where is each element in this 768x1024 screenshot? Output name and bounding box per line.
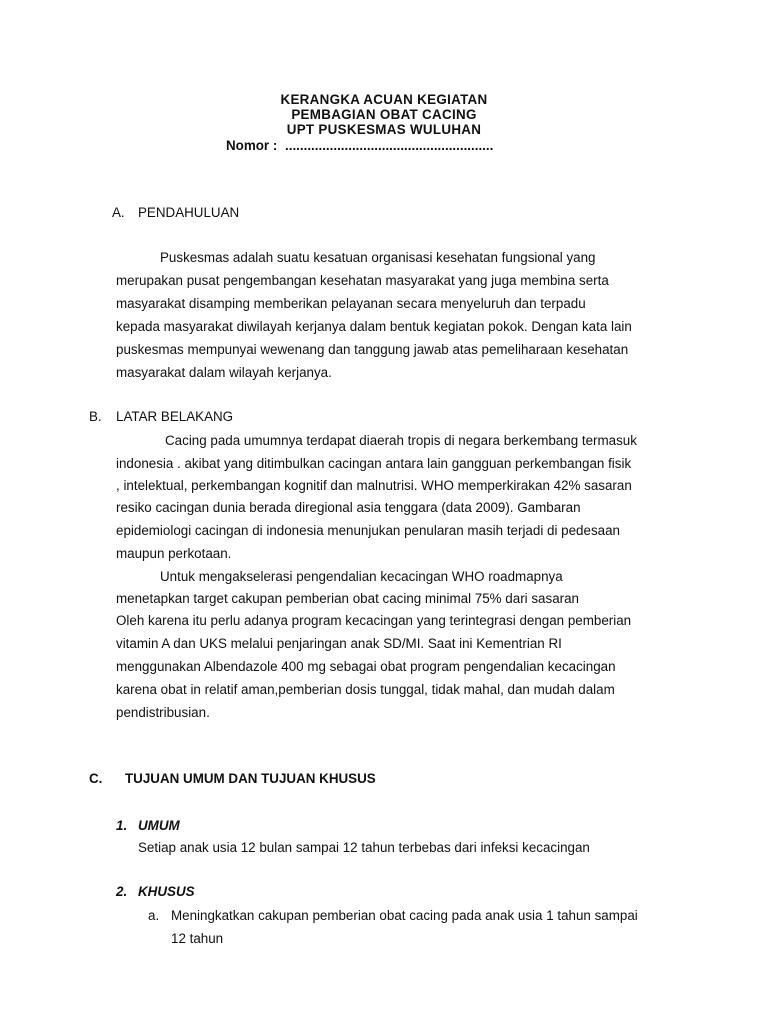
section-b-line-7: Untuk mengakselerasi pengendalian kecacingan WHO roadmapnya <box>160 569 563 584</box>
section-a-line-4: kepada masyarakat diwilayah kerjanya dalam bentuk kegiatan pokok. Dengan kata lain <box>116 319 632 334</box>
khusus-item-a-line-1: Meningkatkan cakupan pemberian obat cacing pada anak usia 1 tahun sampai <box>171 908 638 923</box>
section-a-marker: A. <box>112 205 125 220</box>
khusus-item-a-line-2: 12 tahun <box>171 931 224 946</box>
doc-title-line-3: UPT PUSKESMAS WULUHAN <box>286 122 482 137</box>
section-b-line-10: vitamin A dan UKS melalui penjaringan anak SD/MI. Saat ini Kementrian RI <box>116 636 562 651</box>
section-a-line-5: puskesmas mempunyai wewenang dan tanggung jawab atas pemeliharaan kesehatan <box>116 342 629 357</box>
section-a-heading: PENDAHULUAN <box>138 205 240 220</box>
section-b-line-3: , intelektual, perkembangan kognitif dan malnutrisi. WHO memperkirakan 42% sasaran <box>116 478 632 493</box>
section-b-line-6: maupun perkotaan. <box>116 546 232 561</box>
section-a-line-6: masyarakat dalam wilayah kerjanya. <box>116 365 332 380</box>
section-b-line-9: Oleh karena itu perlu adanya program kecacingan yang terintegrasi dengan pemberian <box>116 613 632 628</box>
section-b-marker: B. <box>89 409 102 424</box>
umum-marker: 1. <box>116 818 128 833</box>
section-c-heading: TUJUAN UMUM DAN TUJUAN KHUSUS <box>125 771 376 786</box>
khusus-marker: 2. <box>116 884 128 899</box>
doc-title-line-2: PEMBAGIAN OBAT CACING <box>291 107 477 122</box>
section-b-line-4: resiko cacingan dunia berada diregional asia tenggara (data 2009). Gambaran <box>116 500 581 515</box>
section-b-line-8: menetapkan target cakupan pemberian obat cacing minimal 75% dari sasaran <box>116 591 579 606</box>
section-a-line-2: merupakan pusat pengembangan kesehatan masyarakat yang juga membina serta <box>116 273 609 288</box>
section-c-marker: C. <box>89 771 103 786</box>
section-b-line-5: epidemiologi cacingan di indonesia menunjukan penularan masih terjadi di pedesaan <box>116 523 620 538</box>
doc-title-line-1: KERANGKA ACUAN KEGIATAN <box>280 92 488 107</box>
section-b-line-11: menggunakan Albendazole 400 mg sebagai obat program pengendalian kecacingan <box>116 659 616 674</box>
section-b-heading: LATAR BELAKANG <box>116 409 234 424</box>
khusus-heading: KHUSUS <box>138 884 195 899</box>
umum-text: Setiap anak usia 12 bulan sampai 12 tahun terbebas dari infeksi kecacingan <box>138 840 590 855</box>
nomor-value: ........................................................ <box>285 138 494 153</box>
nomor-label: Nomor : <box>226 138 278 153</box>
section-b-line-1: Cacing pada umumnya terdapat diaerah tropis di negara berkembang termasuk <box>165 433 637 448</box>
section-a-line-3: masyarakat disamping memberikan pelayanan secara menyeluruh dan terpadu <box>116 296 586 311</box>
section-a-line-1: Puskesmas adalah suatu kesatuan organisasi kesehatan fungsional yang <box>160 250 596 265</box>
umum-heading: UMUM <box>138 818 180 833</box>
section-b-line-12: karena obat in relatif aman,pemberian dosis tunggal, tidak mahal, dan mudah dalam <box>116 682 615 697</box>
section-b-line-2: indonesia . akibat yang ditimbulkan cacingan antara lain gangguan perkembangan fisik <box>116 456 632 471</box>
section-b-line-13: pendistribusian. <box>116 705 210 720</box>
khusus-item-a-marker: a. <box>148 908 160 923</box>
